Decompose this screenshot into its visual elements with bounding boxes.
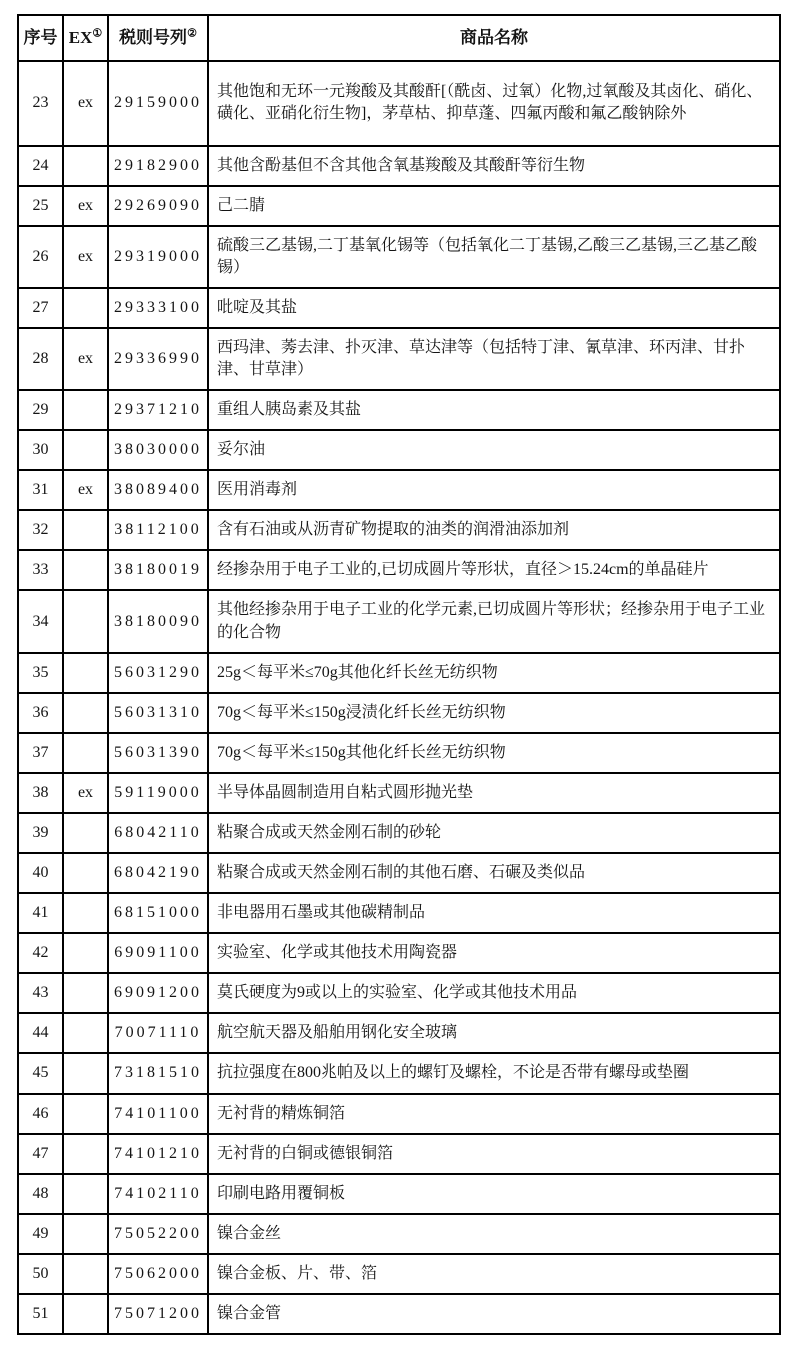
table-row: [18, 61, 780, 145]
row-tariff-code: 75071200: [108, 1294, 208, 1334]
row-ex-flag: [63, 693, 108, 733]
header-serial-number: [18, 15, 63, 61]
row-tariff-code: 74101100: [108, 1094, 208, 1134]
table-row: [18, 1013, 780, 1053]
row-ex-flag: ex: [63, 470, 108, 510]
row-ex-flag: [63, 733, 108, 773]
row-serial-number: 43: [18, 973, 63, 1013]
row-tariff-code: 29371210: [108, 390, 208, 430]
header-row: [18, 15, 780, 61]
row-serial-number: 30: [18, 430, 63, 470]
row-product-name: 印刷电路用覆铜板: [208, 1174, 780, 1214]
table-row: [18, 1214, 780, 1254]
row-product-name: 镍合金丝: [208, 1214, 780, 1254]
table-body: [18, 61, 780, 1334]
row-tariff-code: 29182900: [108, 146, 208, 186]
table-row: [18, 853, 780, 893]
row-product-name: 妥尔油: [208, 430, 780, 470]
row-product-name: 非电器用石墨或其他碳精制品: [208, 893, 780, 933]
row-ex-flag: [63, 550, 108, 590]
row-ex-flag: [63, 146, 108, 186]
table-header: [18, 15, 780, 61]
table-row: [18, 1134, 780, 1174]
row-ex-flag: ex: [63, 773, 108, 813]
row-tariff-code: 56031290: [108, 653, 208, 693]
row-serial-number: 46: [18, 1094, 63, 1134]
row-product-name: 其他饱和无环一元羧酸及其酸酐[（酰卤、过氧）化物,过氧酸及其卤化、硝化、磺化、亚硝化衍生物]，茅草枯、抑草蓬、四氟丙酸和氟乙酸钠除外: [208, 61, 780, 145]
row-tariff-code: 68042190: [108, 853, 208, 893]
row-serial-number: 49: [18, 1214, 63, 1254]
row-serial-number: 27: [18, 288, 63, 328]
row-serial-number: 34: [18, 590, 63, 652]
table-row: [18, 1174, 780, 1214]
row-serial-number: 35: [18, 653, 63, 693]
row-tariff-code: 69091200: [108, 973, 208, 1013]
table-row: [18, 693, 780, 733]
row-serial-number: 47: [18, 1134, 63, 1174]
row-product-name: 医用消毒剂: [208, 470, 780, 510]
row-ex-flag: [63, 1214, 108, 1254]
row-ex-flag: [63, 1134, 108, 1174]
row-product-name: 半导体晶圆制造用自粘式圆形抛光垫: [208, 773, 780, 813]
header-ex-flag-label: EX: [68, 28, 93, 47]
row-product-name: 其他经掺杂用于电子工业的化学元素,已切成圆片等形状；经掺杂用于电子工业的化合物: [208, 590, 780, 652]
row-serial-number: 26: [18, 226, 63, 288]
row-ex-flag: [63, 853, 108, 893]
row-tariff-code: 74101210: [108, 1134, 208, 1174]
row-tariff-code: 29336990: [108, 328, 208, 390]
header-tariff-code-label: 税则号列: [119, 28, 188, 47]
table-row: [18, 1094, 780, 1134]
row-product-name: 莫氏硬度为9或以上的实验室、化学或其他技术用品: [208, 973, 780, 1013]
row-product-name: 实验室、化学或其他技术用陶瓷器: [208, 933, 780, 973]
table-row: [18, 1294, 780, 1334]
table-row: [18, 288, 780, 328]
row-product-name: 粘聚合成或天然金刚石制的砂轮: [208, 813, 780, 853]
row-ex-flag: [63, 973, 108, 1013]
row-tariff-code: 38030000: [108, 430, 208, 470]
row-serial-number: 38: [18, 773, 63, 813]
table-row: [18, 590, 780, 652]
header-tariff-code-footnote-mark: ②: [187, 27, 197, 40]
row-serial-number: 29: [18, 390, 63, 430]
table-row: [18, 470, 780, 510]
row-ex-flag: ex: [63, 226, 108, 288]
row-product-name: 镍合金板、片、带、箔: [208, 1254, 780, 1294]
row-serial-number: 36: [18, 693, 63, 733]
row-product-name: 70g＜每平米≤150g其他化纤长丝无纺织物: [208, 733, 780, 773]
row-ex-flag: [63, 590, 108, 652]
row-ex-flag: [63, 1254, 108, 1294]
tariff-table: [17, 14, 781, 1335]
row-ex-flag: [63, 390, 108, 430]
header-ex-footnote-mark: ①: [92, 27, 103, 40]
table-row: [18, 973, 780, 1013]
row-tariff-code: 29333100: [108, 288, 208, 328]
row-product-name: 己二腈: [208, 186, 780, 226]
row-ex-flag: [63, 1094, 108, 1134]
row-serial-number: 31: [18, 470, 63, 510]
header-serial-number-label: 序号: [23, 28, 58, 47]
table-row: [18, 933, 780, 973]
row-ex-flag: [63, 933, 108, 973]
row-ex-flag: [63, 653, 108, 693]
row-serial-number: 24: [18, 146, 63, 186]
row-product-name: 无衬背的精炼铜箔: [208, 1094, 780, 1134]
row-tariff-code: 68151000: [108, 893, 208, 933]
row-tariff-code: 56031390: [108, 733, 208, 773]
row-product-name: 无衬背的白铜或德银铜箔: [208, 1134, 780, 1174]
row-ex-flag: [63, 288, 108, 328]
row-serial-number: 44: [18, 1013, 63, 1053]
row-ex-flag: [63, 510, 108, 550]
row-serial-number: 23: [18, 61, 63, 145]
row-serial-number: 42: [18, 933, 63, 973]
row-serial-number: 33: [18, 550, 63, 590]
row-serial-number: 45: [18, 1053, 63, 1093]
row-ex-flag: ex: [63, 61, 108, 145]
table-row: [18, 653, 780, 693]
table-row: [18, 813, 780, 853]
table-row: [18, 186, 780, 226]
table-row: [18, 146, 780, 186]
row-product-name: 重组人胰岛素及其盐: [208, 390, 780, 430]
row-ex-flag: [63, 893, 108, 933]
row-tariff-code: 68042110: [108, 813, 208, 853]
row-serial-number: 40: [18, 853, 63, 893]
table-row: [18, 733, 780, 773]
table-row: [18, 893, 780, 933]
row-tariff-code: 29159000: [108, 61, 208, 145]
table-row: [18, 1254, 780, 1294]
row-ex-flag: [63, 430, 108, 470]
row-tariff-code: 75062000: [108, 1254, 208, 1294]
row-tariff-code: 74102110: [108, 1174, 208, 1214]
row-product-name: 25g＜每平米≤70g其他化纤长丝无纺织物: [208, 653, 780, 693]
row-product-name: 经掺杂用于电子工业的,已切成圆片等形状，直径＞15.24cm的单晶硅片: [208, 550, 780, 590]
table-row: [18, 773, 780, 813]
row-serial-number: 48: [18, 1174, 63, 1214]
table-row: [18, 226, 780, 288]
header-ex-flag: [63, 15, 108, 61]
row-product-name: 粘聚合成或天然金刚石制的其他石磨、石碾及类似品: [208, 853, 780, 893]
row-tariff-code: 29319000: [108, 226, 208, 288]
row-ex-flag: [63, 1174, 108, 1214]
row-product-name: 抗拉强度在800兆帕及以上的螺钉及螺栓，不论是否带有螺母或垫圈: [208, 1053, 780, 1093]
row-product-name: 吡啶及其盐: [208, 288, 780, 328]
row-ex-flag: [63, 1013, 108, 1053]
row-tariff-code: 38089400: [108, 470, 208, 510]
row-serial-number: 41: [18, 893, 63, 933]
table-row: [18, 390, 780, 430]
row-product-name: 其他含酚基但不含其他含氧基羧酸及其酸酐等衍生物: [208, 146, 780, 186]
row-tariff-code: 59119000: [108, 773, 208, 813]
header-product-name: [208, 15, 780, 61]
table-row: [18, 1053, 780, 1093]
row-product-name: 镍合金管: [208, 1294, 780, 1334]
row-ex-flag: [63, 813, 108, 853]
row-product-name: 硫酸三乙基锡,二丁基氧化锡等（包括氧化二丁基锡,乙酸三乙基锡,三乙基乙酸锡）: [208, 226, 780, 288]
row-product-name: 含有石油或从沥青矿物提取的油类的润滑油添加剂: [208, 510, 780, 550]
row-tariff-code: 69091100: [108, 933, 208, 973]
row-serial-number: 37: [18, 733, 63, 773]
row-serial-number: 50: [18, 1254, 63, 1294]
row-serial-number: 32: [18, 510, 63, 550]
row-tariff-code: 70071110: [108, 1013, 208, 1053]
row-product-name: 70g＜每平米≤150g浸渍化纤长丝无纺织物: [208, 693, 780, 733]
table-row: [18, 430, 780, 470]
table-row: [18, 510, 780, 550]
row-tariff-code: 38180090: [108, 590, 208, 652]
table-row: [18, 328, 780, 390]
row-tariff-code: 73181510: [108, 1053, 208, 1093]
row-product-name: 西玛津、莠去津、扑灭津、草达津等（包括特丁津、氰草津、环丙津、甘扑津、甘草津）: [208, 328, 780, 390]
row-ex-flag: ex: [63, 186, 108, 226]
header-tariff-code: [108, 15, 208, 61]
row-tariff-code: 56031310: [108, 693, 208, 733]
row-tariff-code: 38180019: [108, 550, 208, 590]
row-ex-flag: ex: [63, 328, 108, 390]
row-serial-number: 51: [18, 1294, 63, 1334]
row-tariff-code: 29269090: [108, 186, 208, 226]
row-serial-number: 28: [18, 328, 63, 390]
row-product-name: 航空航天器及船舶用钢化安全玻璃: [208, 1013, 780, 1053]
row-ex-flag: [63, 1294, 108, 1334]
header-product-name-label: 商品名称: [460, 28, 528, 47]
row-serial-number: 39: [18, 813, 63, 853]
row-ex-flag: [63, 1053, 108, 1093]
table-row: [18, 550, 780, 590]
row-tariff-code: 75052200: [108, 1214, 208, 1254]
row-tariff-code: 38112100: [108, 510, 208, 550]
row-serial-number: 25: [18, 186, 63, 226]
